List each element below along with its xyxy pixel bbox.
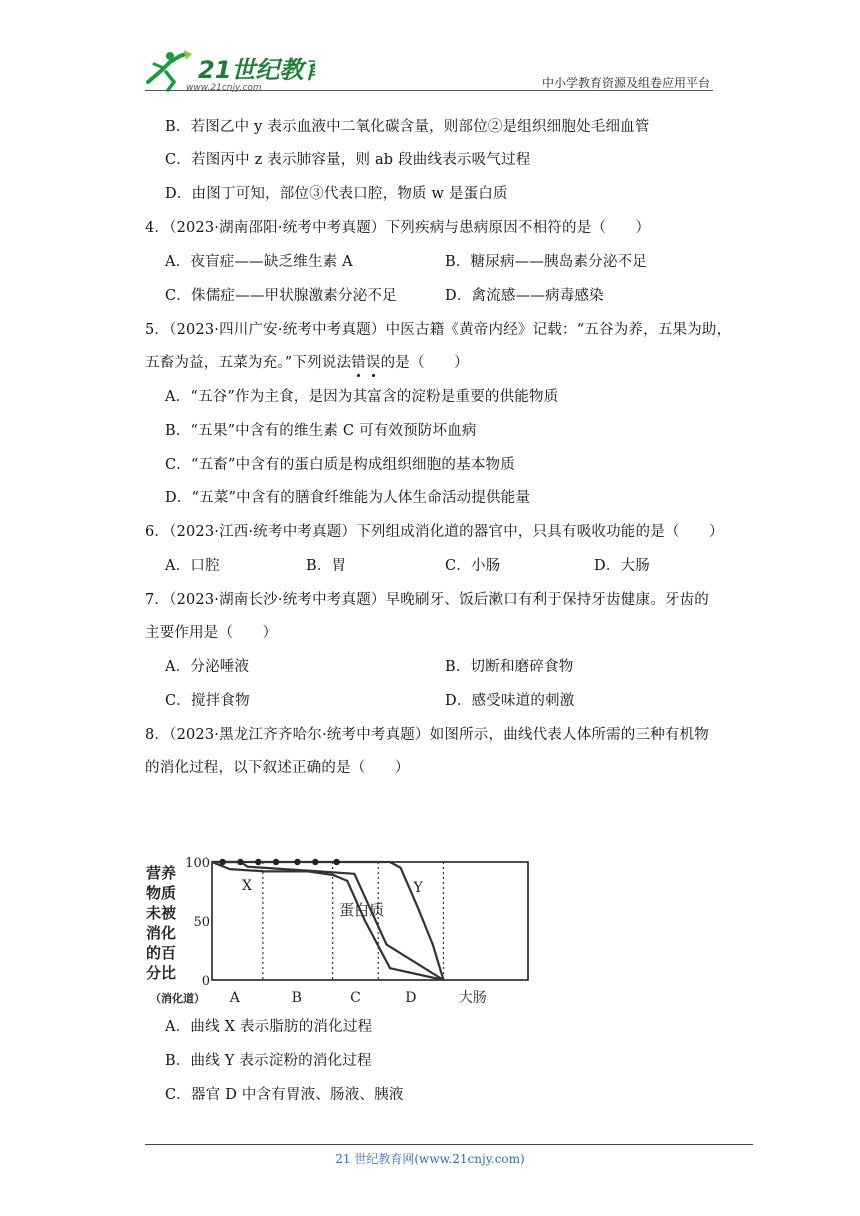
q3-option-d: D．由图丁可知，部位③代表口腔，物质 w 是蛋白质 <box>165 186 508 202</box>
digestion-chart-svg <box>140 840 540 1010</box>
y-axis-label-line: 物质 <box>146 884 177 902</box>
q7-stem-line2: 主要作用是（ ） <box>145 625 278 641</box>
runner-logo-icon <box>140 48 315 94</box>
q3-option-b: B．若图乙中 y 表示血液中二氧化碳含量，则部位②是组织细胞处毛细血管 <box>165 119 650 135</box>
q5-option-c: C．“五畜”中含有的蛋白质是构成组织细胞的基本物质 <box>165 457 515 473</box>
y-axis-label-line: 分比 <box>146 964 177 982</box>
top-line-dot <box>237 859 243 865</box>
top-line-dot <box>255 859 261 865</box>
q5-stem-pre: 五畜为益，五菜为充。”下列说法 <box>145 355 352 371</box>
q5-stem-line2 <box>145 353 469 373</box>
top-line-dot <box>294 859 300 865</box>
site-logo <box>140 48 315 94</box>
y-axis-label-line: 消化 <box>146 924 177 942</box>
logo-text: 21世纪教育 <box>198 56 315 84</box>
q5-emphasis-1: 错 <box>351 355 366 371</box>
curve-label-protein: 蛋白质 <box>339 901 385 919</box>
top-line-dot <box>312 859 318 865</box>
q7-option-c: C．搅拌食物 <box>165 693 250 709</box>
q8-stem-line2: 的消化过程，以下叙述正确的是（ ） <box>145 760 410 776</box>
x-category-label: B <box>291 990 302 1006</box>
q4-option-b: B．糖尿病——胰岛素分泌不足 <box>445 254 647 270</box>
y-tick-label: 100 <box>185 856 210 871</box>
q7-option-a: A．分泌唾液 <box>165 659 250 675</box>
q8-option-c: C．器官 D 中含有胃液、肠液、胰液 <box>165 1087 404 1103</box>
header-platform-text: 中小学教育资源及组卷应用平台 <box>541 76 710 90</box>
y-tick-label: 0 <box>201 974 210 989</box>
logo-subtext: www.21cnjy.com <box>186 83 262 93</box>
top-line-dot <box>219 859 225 865</box>
q8-stem-line1: 8．（2023·黑龙江齐齐哈尔·统考中考真题）如图所示，曲线代表人体所需的三种有机物 <box>145 727 709 743</box>
y-axis-label-line: 的百 <box>146 944 177 962</box>
y-tick-label: 50 <box>193 915 210 930</box>
footer-link[interactable]: 21 世纪教育网(www.21cnjy.com) <box>335 1152 525 1166</box>
q4-option-a: A．夜盲症——缺乏维生素 A <box>165 254 353 270</box>
q7-option-b: B．切断和磨碎食物 <box>445 659 574 675</box>
top-line-dot <box>273 859 279 865</box>
x-category-label: A <box>229 990 240 1006</box>
q7-option-d: D．感受味道的刺激 <box>445 693 575 709</box>
curve-label-y: Y <box>413 880 423 896</box>
q6-option-c: C．小肠 <box>445 558 501 574</box>
x-category-label: C <box>350 990 361 1006</box>
q4-option-c: C．侏儒症——甲状腺激素分泌不足 <box>165 288 397 304</box>
q5-option-b: B．“五果”中含有的维生素 C 可有效预防坏血病 <box>165 423 477 439</box>
q5-option-a: A．“五谷”作为主食，是因为其富含的淀粉是重要的供能物质 <box>165 389 559 405</box>
digestion-chart <box>140 840 540 1014</box>
q6-stem: 6．（2023·江西·统考中考真题）下列组成消化道的器官中，只具有吸收功能的是（ ） <box>145 524 724 540</box>
curve-label-x: X <box>242 878 252 894</box>
header-divider <box>145 90 713 91</box>
q5-emphasis-2: 误 <box>365 355 381 371</box>
q5-stem-line1: 5．（2023·四川广安·统考中考真题）中医古籍《黄帝内经》记载：“五谷为养，五果为助， <box>145 322 732 338</box>
q6-option-d: D．大肠 <box>594 558 650 574</box>
footer-divider <box>145 1144 753 1145</box>
q4-stem: 4．（2023·湖南邵阳·统考中考真题）下列疾病与患病原因不相符的是（ ） <box>145 220 651 236</box>
q6-option-b: B．胃 <box>306 558 347 574</box>
y-axis-label-line: 未被 <box>146 904 177 922</box>
top-line-dot <box>333 859 339 865</box>
q5-option-d: D．“五菜”中含有的膳食纤维能为人体生命活动提供能量 <box>165 490 531 506</box>
q8-option-a: A．曲线 X 表示脂肪的消化过程 <box>165 1019 373 1035</box>
q3-option-c: C．若图丙中 z 表示肺容量，则 ab 段曲线表示吸气过程 <box>165 152 531 168</box>
y-axis-label-line: 营养 <box>146 864 177 882</box>
q5-stem-post: 的是（ ） <box>380 355 469 371</box>
q8-option-b: B．曲线 Y 表示淀粉的消化过程 <box>165 1053 372 1069</box>
chart-frame <box>212 862 528 980</box>
x-category-label: D <box>405 990 417 1006</box>
q6-option-a: A．口腔 <box>165 558 220 574</box>
x-category-label: 大肠 <box>458 990 487 1006</box>
q7-stem-line1: 7．（2023·湖南长沙·统考中考真题）早晚刷牙、饭后漱口有利于保持牙齿健康。牙齿的 <box>145 592 709 608</box>
x-axis-prefix-label: （消化道） <box>150 992 205 1005</box>
q4-option-d: D．禽流感——病毒感染 <box>445 288 604 304</box>
